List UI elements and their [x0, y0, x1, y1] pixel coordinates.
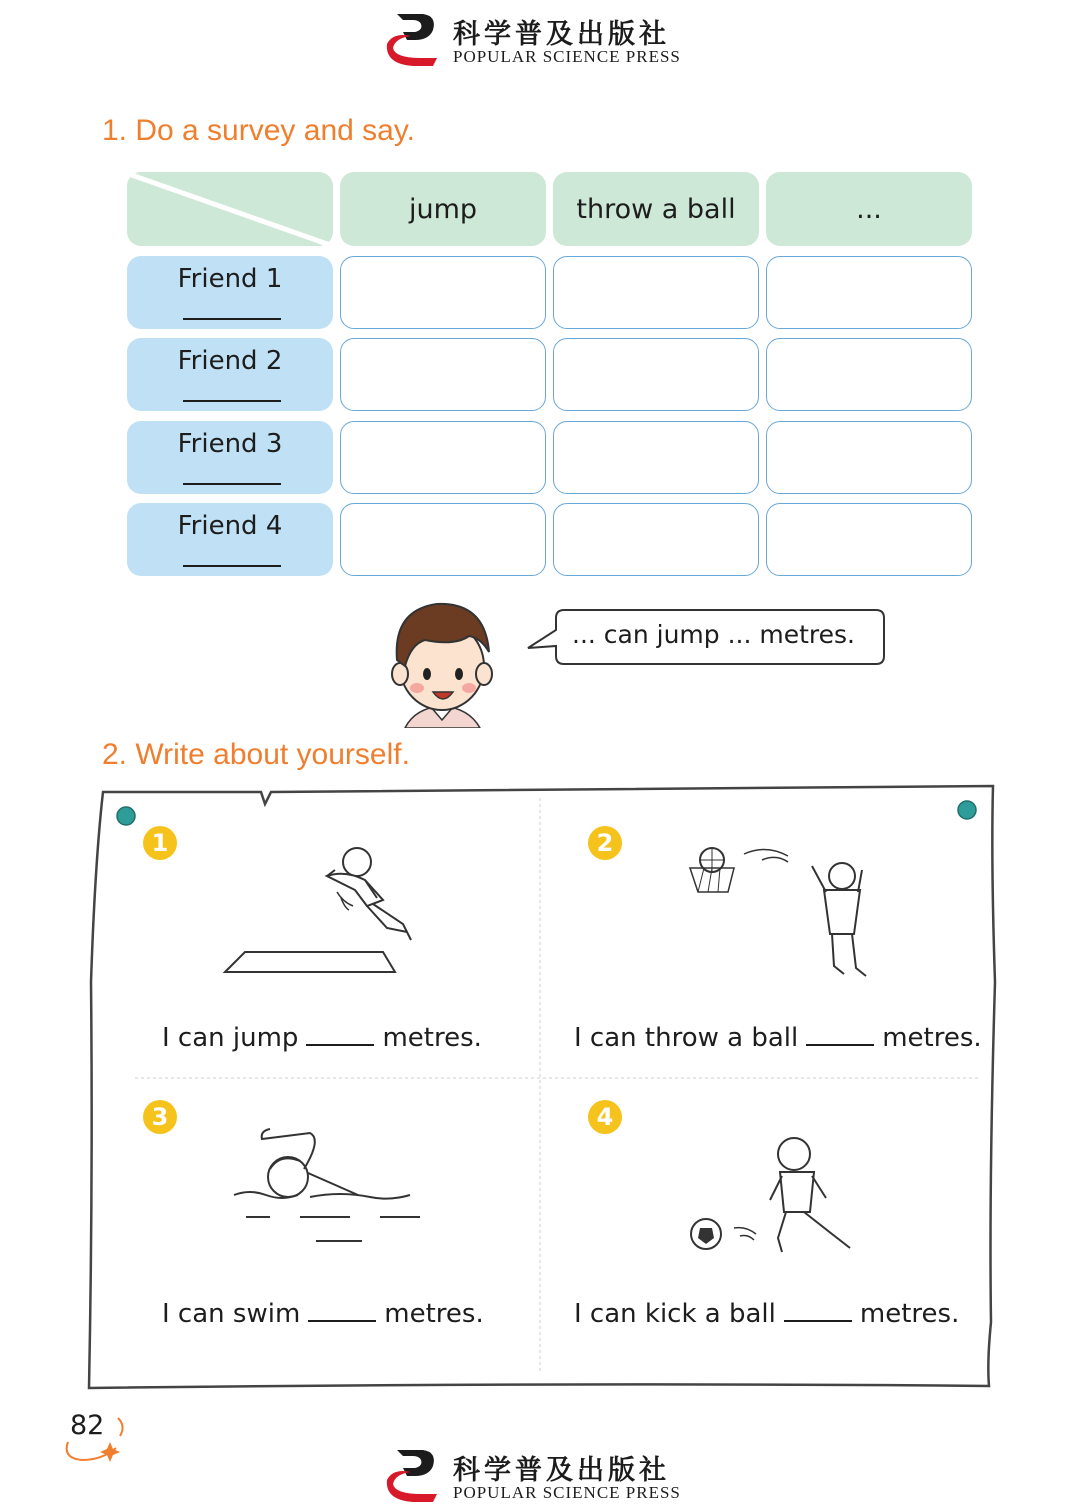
publisher-name-en: POPULAR SCIENCE PRESS — [453, 47, 681, 66]
friend-label: Friend 4 — [177, 511, 283, 541]
answer-cell[interactable] — [340, 503, 546, 576]
diagonal-line — [127, 172, 333, 246]
publisher-name-cn: 科学普及出版社 — [453, 19, 670, 50]
row-header-friend-2 — [127, 338, 333, 411]
name-write-line[interactable] — [183, 565, 281, 567]
item-number-2: 2 — [588, 826, 622, 860]
sentence-start: I can throw a ball — [574, 1023, 799, 1053]
column-header-jump: jump — [340, 172, 546, 246]
sentence-end: metres. — [882, 1023, 982, 1053]
sentence-end: metres. — [859, 1299, 960, 1329]
sentence-3 — [162, 1298, 484, 1329]
throw-ball-basket-icon — [684, 840, 884, 990]
answer-cell[interactable] — [553, 338, 759, 411]
sentence-end: metres. — [384, 1299, 484, 1329]
answer-blank[interactable] — [806, 1022, 874, 1046]
row-header-friend-1 — [127, 256, 333, 329]
answer-cell[interactable] — [553, 503, 759, 576]
friend-label: Friend 3 — [177, 429, 283, 459]
column-header-throw: throw a ball — [553, 172, 759, 246]
row-header-friend-4 — [127, 503, 333, 576]
answer-cell[interactable] — [553, 256, 759, 329]
sentence-start: I can swim — [162, 1299, 301, 1329]
item-number-3: 3 — [143, 1100, 177, 1134]
sentence-4 — [574, 1298, 959, 1329]
sentence-1 — [162, 1022, 482, 1053]
answer-cell[interactable] — [766, 338, 972, 411]
row-header-friend-3 — [127, 421, 333, 494]
section2-title: 2. Write about yourself. — [102, 738, 410, 771]
section1-title: 1. Do a survey and say. — [102, 114, 415, 147]
column-header-more: ... — [766, 172, 972, 246]
swimming-boy-icon — [230, 1125, 430, 1255]
answer-blank[interactable] — [784, 1298, 852, 1322]
answer-cell[interactable] — [766, 421, 972, 494]
name-write-line[interactable] — [183, 400, 281, 402]
publisher-footer — [383, 1446, 703, 1510]
sentence-2 — [574, 1022, 982, 1053]
answer-cell[interactable] — [766, 256, 972, 329]
page-number: 82 — [70, 1410, 105, 1441]
answer-cell[interactable] — [340, 256, 546, 329]
answer-cell[interactable] — [340, 338, 546, 411]
publisher-header — [383, 10, 703, 74]
friend-label: Friend 2 — [177, 346, 283, 376]
item-number-4: 4 — [588, 1100, 622, 1134]
speech-text: ... can jump ... metres. — [572, 620, 856, 649]
publisher-name-en: POPULAR SCIENCE PRESS — [453, 1483, 681, 1502]
answer-blank[interactable] — [308, 1298, 376, 1322]
publisher-name-cn: 科学普及出版社 — [453, 1455, 670, 1486]
sentence-end: metres. — [382, 1023, 482, 1053]
answer-cell[interactable] — [766, 503, 972, 576]
name-write-line[interactable] — [183, 483, 281, 485]
sentence-start: I can kick a ball — [574, 1299, 776, 1329]
item-number-1: 1 — [143, 826, 177, 860]
kick-ball-boy-icon — [684, 1130, 884, 1270]
table-corner-cell — [127, 172, 333, 246]
long-jump-boy-icon — [215, 840, 445, 980]
boy-face-icon — [385, 596, 500, 728]
friend-label: Friend 1 — [177, 264, 283, 294]
answer-cell[interactable] — [553, 421, 759, 494]
sentence-start: I can jump — [162, 1023, 299, 1053]
publisher-logo-icon — [383, 10, 439, 70]
name-write-line[interactable] — [183, 318, 281, 320]
answer-blank[interactable] — [306, 1022, 374, 1046]
answer-cell[interactable] — [340, 421, 546, 494]
publisher-logo-icon — [383, 1446, 439, 1506]
